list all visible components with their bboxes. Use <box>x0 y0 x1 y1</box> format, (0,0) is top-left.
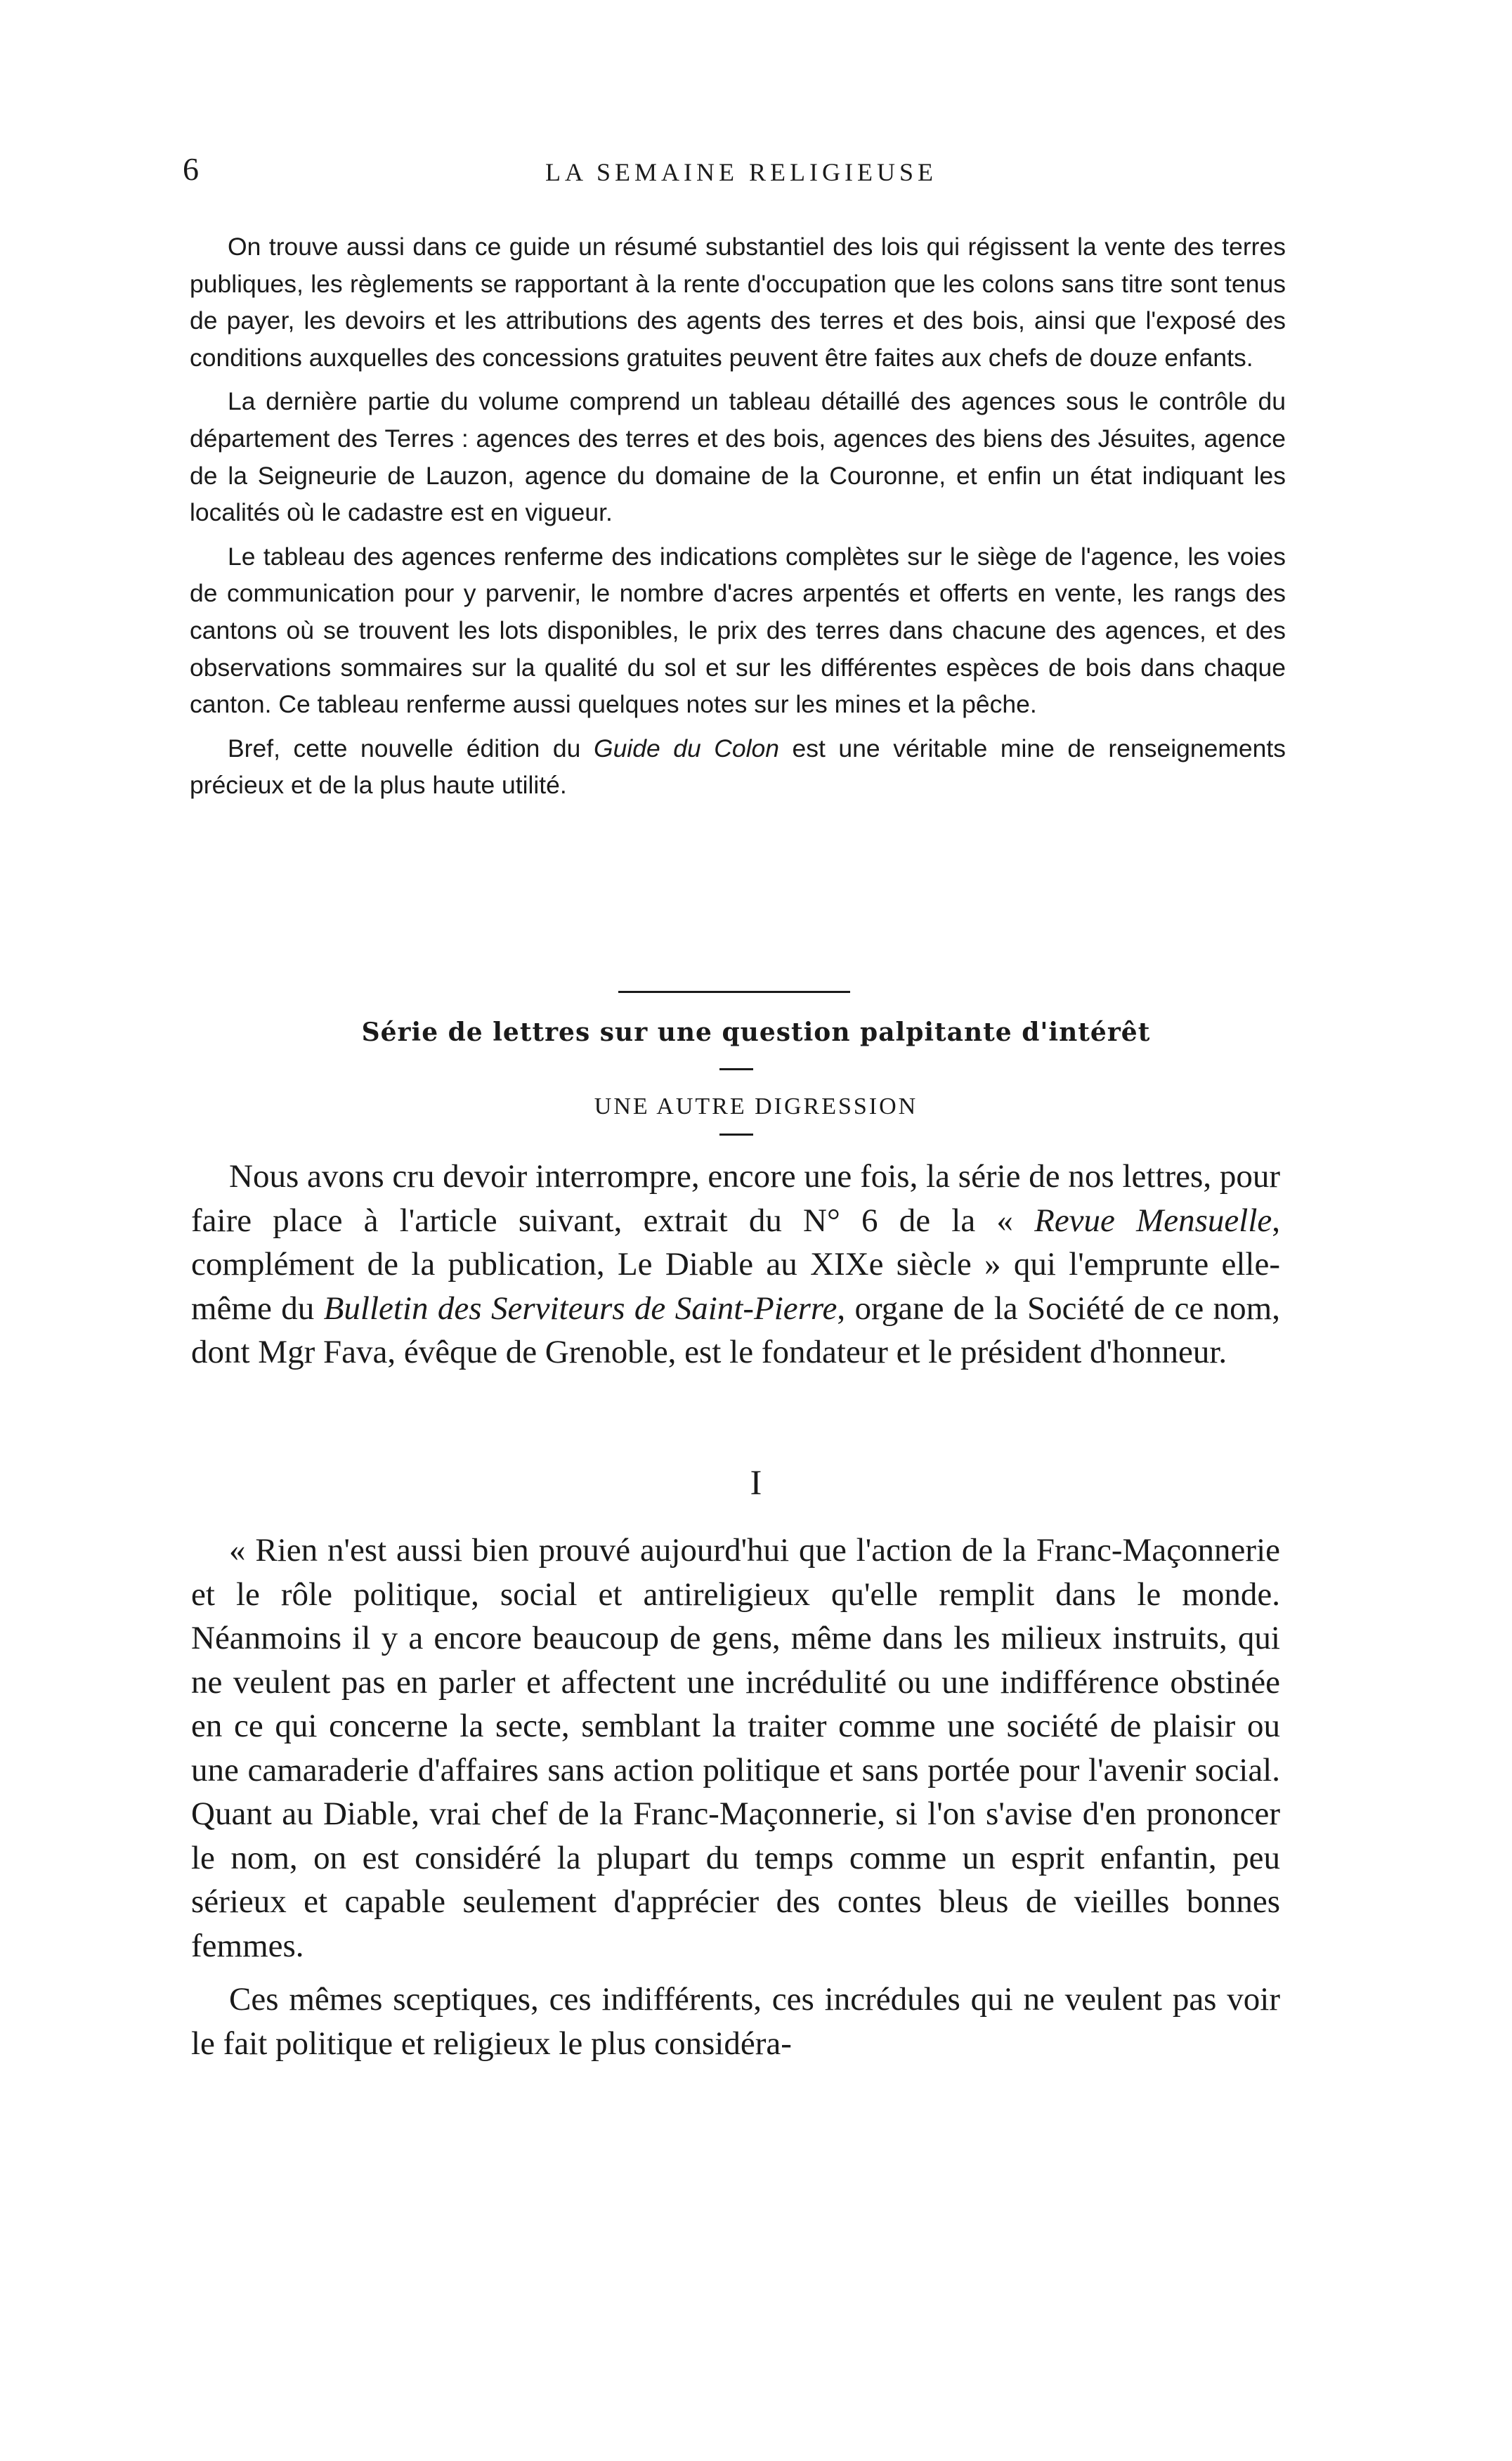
section-divider <box>618 991 850 993</box>
title-dash <box>719 1068 753 1070</box>
subtitle-dash <box>719 1134 753 1136</box>
section-subtitle: UNE AUTRE DIGRESSION <box>594 1093 918 1119</box>
page-number: 6 <box>183 151 199 187</box>
review-paragraph: La dernière partie du volume comprend un tableau détaillé des agences sous le contrôle du département des Terres : agences des terres et des bois, agences des biens des Jésuites, agence de la Seigneurie de Lauzon, agence du domaine de la Couronne, et enfin un état indiquant les localités où le cadastre est en vigueur. <box>190 387 1286 527</box>
review-paragraph <box>190 730 1286 804</box>
text-run: Bref, cette nouvelle édition du <box>228 734 594 762</box>
running-header <box>183 150 1279 193</box>
publication-title: Revue Mensuelle <box>1034 1202 1272 1239</box>
text-run: Nous avons cru devoir interrompre, encore une fois, la série de nos lettres, pour faire place à l'article suivant, extrait du N° 6 de la « <box>191 1158 1280 1239</box>
book-title: Guide du Colon <box>593 734 779 762</box>
text-run: , organe de la Société de ce nom, dont Mgr Fava, évêque de Grenoble, est le fondateur et le président d'honneur. <box>191 1290 1280 1370</box>
publication-title: Bulletin des Serviteurs de Saint-Pierre <box>323 1290 838 1327</box>
article-body <box>191 1528 1280 2065</box>
section-title: Série de lettres sur une question palpitante d'intérêt <box>361 1018 1151 1047</box>
running-title: LA SEMAINE RELIGIEUSE <box>545 158 937 186</box>
review-paragraph: On trouve aussi dans ce guide un résumé substantiel des lois qui régissent la vente des terres publiques, les règlements se rapportant à la rente d'occupation que les colons sans titre sont tenus de payer, les devoirs et les attributions des agents des terres et des bois, ainsi que l'exposé des conditions auxquelles des concessions gratuites peuvent être faites aux chefs de douze enfants. <box>190 233 1286 372</box>
article-paragraph: « Rien n'est aussi bien prouvé aujourd'hui que l'action de la Franc-Maçonnerie et le rôle politique, social et antireligieux qu'elle remplit dans le monde. Néanmoins il y a encore beaucoup de gens, même dans les milieux instruits, qui ne veulent pas en parler et affectent une incrédulité ou une indifférence obstinée en ce qui concerne la secte, semblant la traiter comme une société de plaisir ou une camaraderie d'affaires sans action politique et sans portée pour l'avenir social. Quant au Diable, vrai chef de la Franc-Maçonnerie, si l'on s'avise d'en prononcer le nom, on est considéré la plupart du temps comme un esprit enfantin, peu sérieux et capable seulement d'apprécier des contes bleus de vieilles bonnes femmes. <box>191 1532 1280 1964</box>
book-review-section <box>190 228 1286 804</box>
intro-paragraph <box>191 1155 1280 1375</box>
text-run: est une véritable mine de renseignements précieux et de la plus haute utilité. <box>190 734 1286 800</box>
text-run: , complément de la publication, Le Diable au XIXe siècle » qui l'emprunte elle-même du <box>191 1202 1280 1327</box>
review-paragraph: Le tableau des agences renferme des indications complètes sur le siège de l'agence, les voies de communication pour y parvenir, le nombre d'acres arpentés et offerts en vente, les rangs des cantons où se trouvent les lots disponibles, le prix des terres dans chacune des agences, et des observations sommaires sur la qualité du sol et sur les différentes espèces de bois dans chaque canton. Ce tableau renferme aussi quelques notes sur les mines et la pêche. <box>190 542 1286 719</box>
chapter-numeral: I <box>750 1462 762 1502</box>
article-paragraph: Ces mêmes sceptiques, ces indifférents, ces incrédules qui ne veulent pas voir le fait politique et religieux le plus considéra- <box>191 1981 1280 2062</box>
intro-paragraph-block <box>191 1155 1280 1375</box>
